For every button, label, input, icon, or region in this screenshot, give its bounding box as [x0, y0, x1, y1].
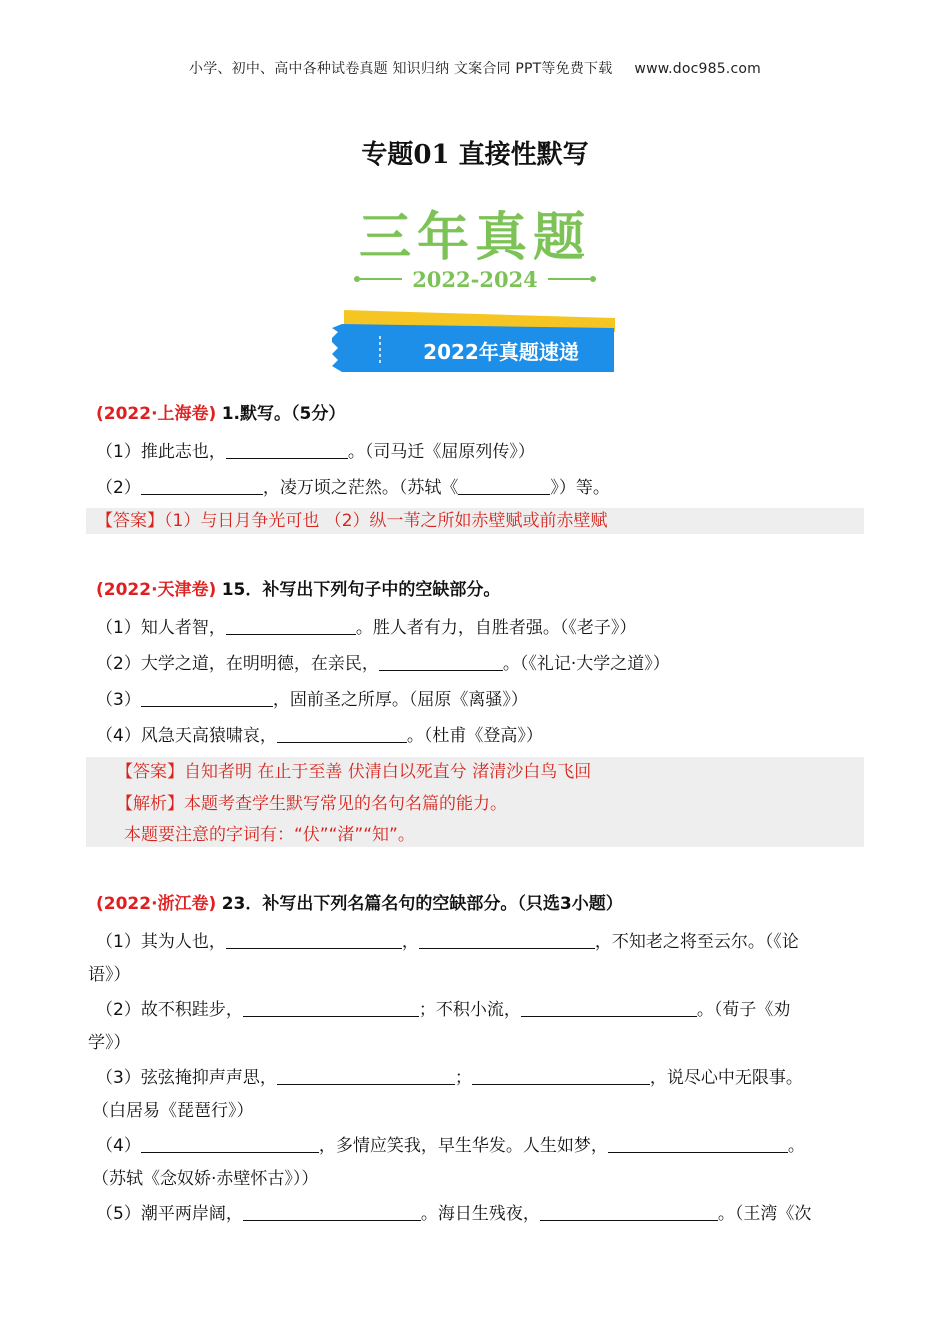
- q3-l4-text-2: ，多情应笑我，早生华发。人生如梦，: [318, 1136, 608, 1156]
- q2-source-tag: (2022·天津卷): [96, 580, 217, 600]
- q3-title: 23．补写出下列名篇名句的空缺部分。（只选3小题）: [221, 894, 623, 914]
- q3-l4-text: （4）: [96, 1136, 141, 1156]
- q2-l3-text: （3）: [96, 690, 141, 710]
- q3-l1-text-3: ，不知老之将至云尔。（《论: [594, 932, 799, 952]
- q1-l1-text: （1）推此志也，: [96, 442, 226, 462]
- q1-title: 1.默写。（5分）: [221, 404, 346, 424]
- q3-line-3: [96, 1066, 866, 1090]
- divider-line-left: [360, 278, 402, 280]
- page-header: [0, 58, 950, 78]
- q2-title: 15．补写出下列句子中的空缺部分。: [221, 580, 501, 600]
- years-divider: [0, 264, 950, 294]
- q3-l3-text: （3）弦弦掩抑声声思，: [96, 1068, 277, 1088]
- q1-answer-box: [86, 508, 864, 534]
- q3-source-tag: (2022·浙江卷): [96, 894, 217, 914]
- q3-l5-text: （5）潮平两岸阔，: [96, 1204, 243, 1224]
- q3-l4-text-3: 。: [787, 1136, 805, 1156]
- years-label: 2022-2024: [412, 266, 538, 292]
- answer-blank[interactable]: [226, 618, 356, 635]
- q1-l1-text-2: 。（司马迁《屈原列传》）: [347, 442, 535, 462]
- answer-blank[interactable]: [243, 1204, 421, 1221]
- q1-heading: [96, 402, 866, 426]
- q3-l5-text-3: 。（王湾《次: [717, 1204, 812, 1224]
- q3-l5-text-2: 。海日生残夜，: [420, 1204, 540, 1224]
- q2-l1-text: （1）知人者智，: [96, 618, 226, 638]
- answer-blank[interactable]: [419, 932, 595, 949]
- header-text: 小学、初中、高中各种试卷真题 知识归纳 文案合同 PPT等免费下载: [189, 61, 613, 77]
- q3-l1-text-2: ，: [401, 932, 419, 952]
- answer-blank[interactable]: [379, 654, 503, 671]
- q1-l2-text: （2）: [96, 478, 141, 498]
- answer-blank[interactable]: [521, 1000, 697, 1017]
- divider-dot-right: [590, 276, 596, 282]
- q2-line-2: [96, 652, 866, 676]
- q1-l2-text-2: ，凌万顷之茫然。（苏轼《: [262, 478, 459, 498]
- q1-answer: 【答案】（1）与日月争光可也 （2）纵一苇之所如赤壁赋或前赤壁赋: [96, 511, 608, 531]
- q2-note: 本题要注意的字词有：“伏”“渚”“知”。: [124, 825, 415, 845]
- q3-line-1-cont: 语》）: [88, 965, 131, 985]
- q3-l1-text: （1）其为人也，: [96, 932, 226, 952]
- answer-blank[interactable]: [277, 726, 407, 743]
- q3-line-2: [96, 998, 866, 1022]
- q3-l3-text-3: ，说尽心中无限事。: [649, 1068, 803, 1088]
- document-title: 专题01 直接性默写: [361, 140, 589, 170]
- q2-l2-text-2: 。（《礼记·大学之道》）: [502, 654, 670, 674]
- divider-line-right: [548, 278, 590, 280]
- q2-l3-text-2: ，固前圣之所厚。（屈原《离骚》）: [272, 690, 528, 710]
- q3-line-4-cont: （苏轼《念奴娇·赤壁怀古》））: [92, 1169, 319, 1189]
- q1-line-2: [96, 476, 866, 500]
- q2-l2-text: （2）大学之道，在明明德，在亲民，: [96, 654, 379, 674]
- q3-l2-text-2: ；不积小流，: [418, 1000, 521, 1020]
- answer-blank[interactable]: [243, 1000, 419, 1017]
- answer-blank[interactable]: [458, 478, 550, 495]
- q1-source-tag: (2022·上海卷): [96, 404, 217, 424]
- answer-blank[interactable]: [608, 1136, 788, 1153]
- q2-analysis: 【解析】本题考查学生默写常见的名句名篇的能力。: [116, 794, 507, 814]
- q3-heading: [96, 892, 866, 916]
- answer-blank[interactable]: [141, 478, 263, 495]
- banner-label: 2022年真题速递: [423, 340, 579, 364]
- q3-line-2-cont: 学》）: [88, 1033, 131, 1053]
- q2-l1-text-2: 。胜人者有力，自胜者强。（《老子》）: [355, 618, 637, 638]
- answer-blank[interactable]: [226, 442, 348, 459]
- q3-l2-text: （2）故不积跬步，: [96, 1000, 243, 1020]
- q2-heading: [96, 578, 866, 602]
- q2-l4-text: （4）风急天高猿啸哀，: [96, 726, 277, 746]
- q3-l2-text-3: 。（荀子《劝: [696, 1000, 791, 1020]
- q1-l2-text-3: 》）等。: [550, 478, 610, 498]
- q1-line-1: [96, 440, 866, 464]
- header-site-link[interactable]: www.doc985.com: [634, 61, 761, 77]
- q3-line-1: [96, 930, 866, 954]
- q2-line-1: [96, 616, 866, 640]
- q3-line-3-cont: （白居易《琵琶行》）: [92, 1101, 254, 1121]
- answer-blank[interactable]: [226, 932, 402, 949]
- q2-l4-text-2: 。（杜甫《登高》）: [406, 726, 543, 746]
- answer-blank[interactable]: [141, 690, 273, 707]
- q2-line-3: [96, 688, 866, 712]
- answer-blank[interactable]: [472, 1068, 650, 1085]
- q2-answer: 【答案】自知者明 在止于至善 伏清白以死直兮 渚清沙白鸟飞回: [116, 762, 592, 782]
- q2-answer-box: [86, 757, 864, 847]
- q2-line-4: [96, 724, 866, 748]
- q3-line-4: [96, 1134, 866, 1158]
- answer-blank[interactable]: [277, 1068, 455, 1085]
- q3-line-5: [96, 1202, 866, 1226]
- answer-blank[interactable]: [141, 1136, 319, 1153]
- q3-l3-text-2: ；: [454, 1068, 472, 1088]
- answer-blank[interactable]: [540, 1204, 718, 1221]
- three-years-title: 三年真题: [358, 208, 591, 268]
